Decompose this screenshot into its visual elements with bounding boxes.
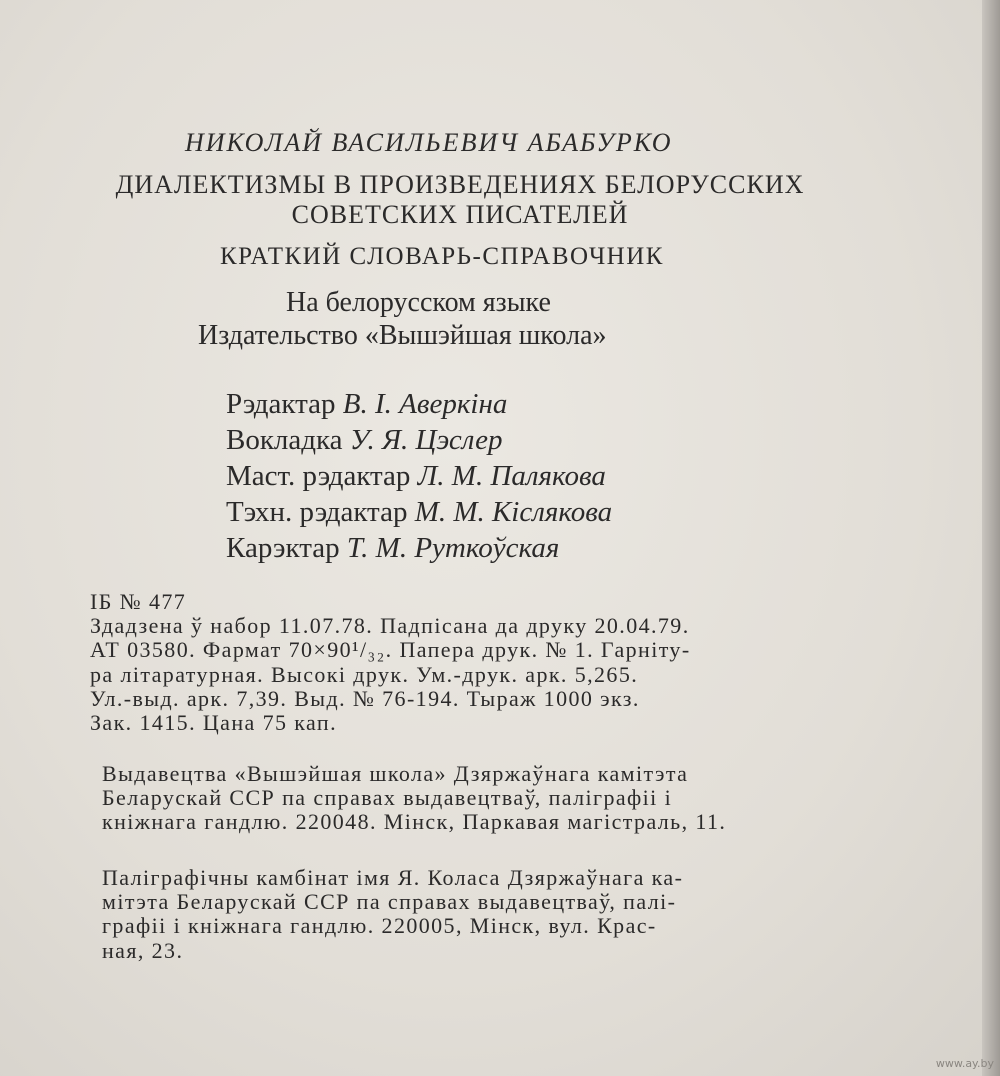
credit-role: Тэхн. рэдактар bbox=[226, 496, 408, 528]
credit-role: Маст. рэдактар bbox=[226, 460, 411, 492]
credit-art-editor bbox=[226, 458, 612, 494]
page-edge bbox=[982, 0, 1000, 1076]
imprint-line: ІБ № 477 bbox=[90, 589, 187, 614]
watermark: www.ay.by bbox=[935, 1057, 994, 1070]
imprint-line: Ул.-выд. арк. 7,39. Выд. № 76-194. Тыраж 1000 экз. bbox=[90, 685, 640, 711]
credits-list bbox=[226, 386, 612, 566]
credit-person: Л. М. Палякова bbox=[417, 460, 606, 492]
credit-editor bbox=[226, 386, 612, 422]
address-line: кніжнага гандлю. 220048. Мінск, Паркавая магістраль, 11. bbox=[102, 809, 727, 835]
printer-address-block bbox=[102, 866, 872, 963]
credit-person: Т. М. Руткоўская bbox=[346, 532, 560, 564]
address-line: Паліграфічны камбінат імя Я. Коласа Дзяржаўнага ка- bbox=[102, 865, 684, 890]
credit-role: Вокладка bbox=[226, 424, 343, 456]
credit-proofreader bbox=[226, 530, 612, 566]
address-line: графіі і кніжнага гандлю. 220005, Мінск, вул. Крас- bbox=[102, 913, 657, 939]
address-line: Беларускай ССР па справах выдавецтваў, паліграфіі і bbox=[102, 785, 673, 811]
publisher-address-block bbox=[102, 762, 872, 835]
title-line: СОВЕТСКИХ ПИСАТЕЛЕЙ bbox=[291, 200, 629, 229]
credit-tech-editor bbox=[226, 494, 612, 530]
credit-role: Карэктар bbox=[226, 532, 340, 564]
credit-role: Рэдактар bbox=[226, 388, 336, 420]
credit-person: В. І. Аверкіна bbox=[342, 388, 508, 420]
credit-person: У. Я. Цэслер bbox=[349, 424, 503, 456]
credit-cover bbox=[226, 422, 612, 458]
imprint-line: ра літаратурная. Высокі друк. Ум.-друк. арк. 5,265. bbox=[90, 661, 639, 687]
imprint-line: АТ 03580. Фармат 70×90¹/₃₂. Папера друк. № 1. Гарніту- bbox=[90, 637, 691, 663]
publisher-name: Издательство «Вышэйшая школа» bbox=[198, 320, 607, 351]
imprint-line: Зак. 1415. Цана 75 кап. bbox=[90, 710, 337, 736]
language-note: На белорусском языке bbox=[286, 287, 551, 318]
address-line: ная, 23. bbox=[102, 937, 184, 963]
imprint-block bbox=[90, 590, 860, 735]
credit-person: М. М. Кіслякова bbox=[414, 496, 613, 528]
book-subtitle: КРАТКИЙ СЛОВАРЬ-СПРАВОЧНИК bbox=[220, 243, 664, 270]
imprint-line: Здадзена ў набор 11.07.78. Падпісана да друку 20.04.79. bbox=[90, 613, 690, 639]
address-line: Выдавецтва «Вышэйшая школа» Дзяржаўнага камітэта bbox=[102, 761, 689, 786]
book-title bbox=[50, 170, 870, 230]
address-line: мітэта Беларускай ССР па справах выдавецтваў, палі- bbox=[102, 889, 677, 915]
author-name: НИКОЛАЙ ВАСИЛЬЕВИЧ АБАБУРКО bbox=[185, 128, 673, 157]
title-line: ДИАЛЕКТИЗМЫ В ПРОИЗВЕДЕНИЯХ БЕЛОРУССКИХ bbox=[115, 170, 805, 199]
